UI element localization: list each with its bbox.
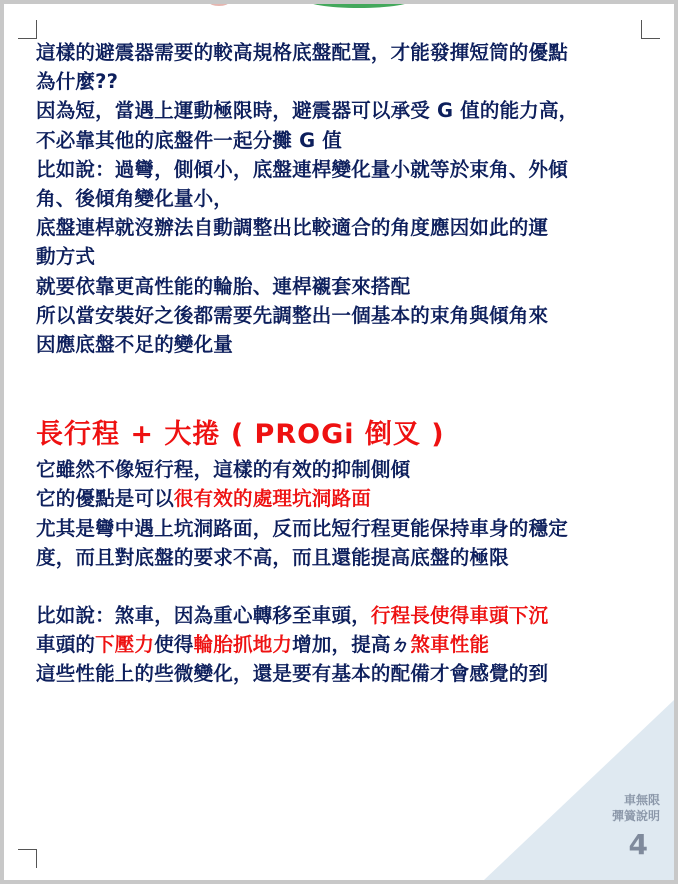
text-run: 它的優點是可以 xyxy=(36,487,174,511)
page-footer xyxy=(612,792,660,862)
text-run: 使得 xyxy=(154,633,194,657)
section-heading: 長行程 + 大捲 ( PROGi 倒叉 ) xyxy=(36,419,445,451)
paragraph-line: 就要依靠更高性能的輪胎、連桿襯套來搭配 xyxy=(36,274,411,298)
paragraph-line: 角、後傾角變化量小， xyxy=(36,187,234,211)
highlight-text: 下壓力 xyxy=(95,633,155,657)
highlight-text: 輪胎抓地力 xyxy=(193,633,293,657)
page-content xyxy=(36,38,648,689)
paragraph-line: 度，而且對底盤的要求不高，而且還能提高底盤的極限 xyxy=(36,545,509,569)
text-run: 車頭的 xyxy=(36,633,96,657)
paragraph-line: 為什麼?? xyxy=(36,70,119,94)
footer-brand: 車無限 xyxy=(623,793,660,807)
paragraph-line: 所以當安裝好之後都需要先調整出一個基本的束角與傾角來 xyxy=(36,303,549,327)
paragraph-line: 比如說：過彎，側傾小，底盤連桿變化量小就等於束角、外傾 xyxy=(36,157,568,181)
paragraph-line: 不必靠其他的底盤件一起分攤 G 值 xyxy=(36,128,342,152)
footer-subtitle: 彈簧說明 xyxy=(611,809,660,823)
paragraph-line: 尤其是彎中遇上坑洞路面，反而比短行程更能保持車身的穩定 xyxy=(36,516,568,540)
top-decoration-pink xyxy=(209,4,229,6)
paragraph-line xyxy=(36,601,648,630)
crop-mark-bottom-left xyxy=(18,849,37,868)
paragraph-line xyxy=(36,630,648,659)
paragraph-line: 這些性能上的些微變化，還是要有基本的配備才會感覺的到 xyxy=(36,662,549,686)
paragraph-line: 因應底盤不足的變化量 xyxy=(36,333,234,357)
paragraph-line: 動方式 xyxy=(36,245,96,269)
highlight-text: 很有效的處理坑洞路面 xyxy=(173,487,371,511)
top-decoration-green xyxy=(304,4,414,8)
crop-mark-top-left xyxy=(18,20,37,39)
text-run: 增加，提高ㄉ xyxy=(292,633,411,657)
highlight-text: 行程長使得車頭下沉 xyxy=(370,604,549,628)
paragraph-line: 底盤連桿就沒辦法自動調整出比較適合的角度應因如此的運 xyxy=(36,216,549,240)
paragraph-line xyxy=(36,484,648,513)
page-number: 4 xyxy=(628,828,648,861)
crop-mark-top-right xyxy=(641,20,660,39)
document-page xyxy=(4,4,674,880)
highlight-text: 煞車性能 xyxy=(410,633,490,657)
paragraph-line: 因為短，當遇上運動極限時，避震器可以承受 G 值的能力高， xyxy=(36,99,579,123)
paragraph-line: 它雖然不像短行程，這樣的有效的抑制側傾 xyxy=(36,458,411,482)
text-run: 比如說：煞車，因為重心轉移至車頭， xyxy=(36,604,371,628)
paragraph-line: 這樣的避震器需要的較高規格底盤配置，才能發揮短筒的優點 xyxy=(36,41,568,64)
